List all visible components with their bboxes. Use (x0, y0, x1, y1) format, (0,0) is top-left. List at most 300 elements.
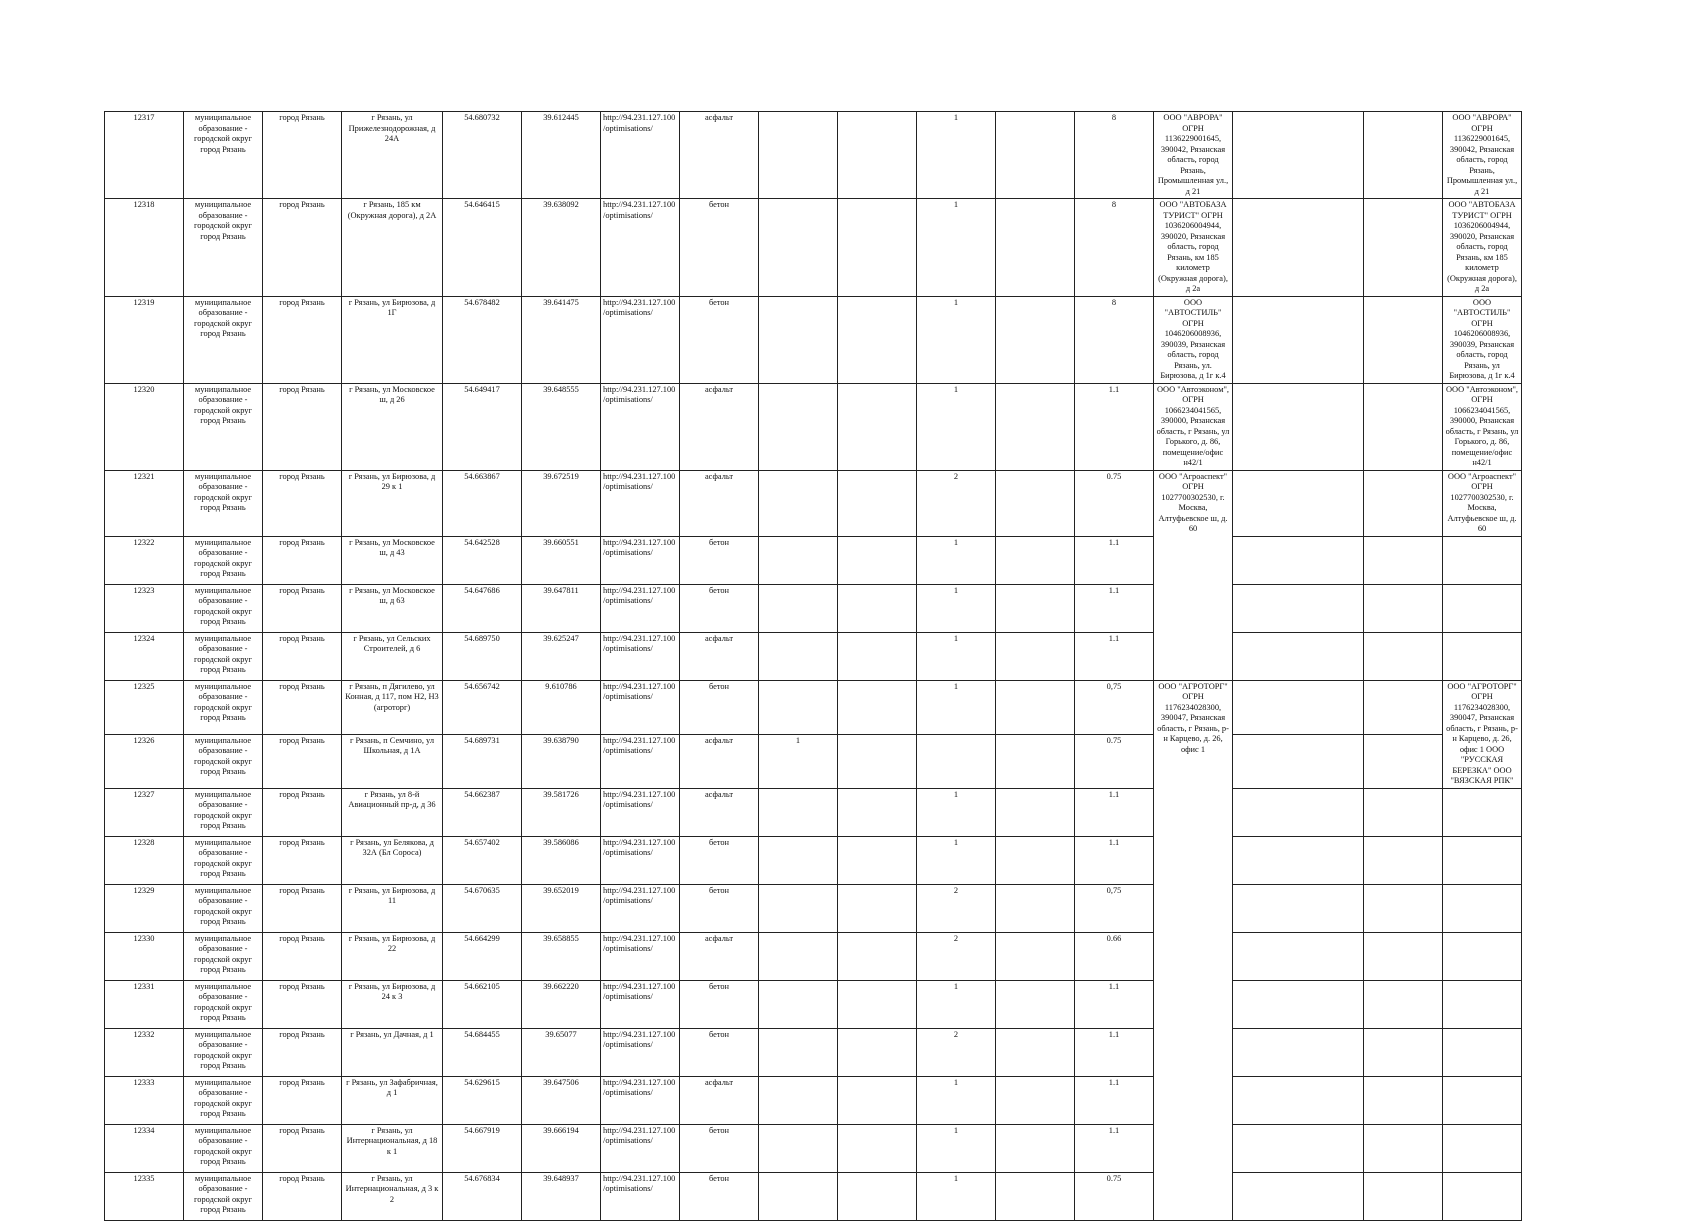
cell-latitude: 54.670635 (443, 884, 522, 932)
cell-id: 12324 (105, 632, 184, 680)
cell-municipality: муниципальное образование - городской округ город Рязань (184, 632, 263, 680)
table-row (105, 296, 1630, 383)
cell-url[interactable]: http://94.231.127.100/optimisations/ (601, 734, 680, 788)
cell-volume: 0.66 (1075, 932, 1154, 980)
cell-longitude: 39.666194 (522, 1124, 601, 1172)
cell-empty (759, 383, 838, 470)
cell-longitude: 39.586086 (522, 836, 601, 884)
cell-empty (996, 632, 1075, 680)
cell-municipality: муниципальное образование - городской округ город Рязань (184, 680, 263, 734)
cell-empty (1364, 980, 1443, 1028)
cell-address: г Рязань, ул Бирюзова, д 24 к 3 (342, 980, 443, 1028)
cell-empty (759, 932, 838, 980)
cell-latitude: 54.689750 (443, 632, 522, 680)
cell-empty (1233, 932, 1364, 980)
cell-latitude: 54.663867 (443, 470, 522, 536)
cell-count: 1 (917, 383, 996, 470)
cell-volume: 1.1 (1075, 584, 1154, 632)
cell-count: 1 (917, 536, 996, 584)
cell-url[interactable]: http://94.231.127.100/optimisations/ (601, 1028, 680, 1076)
cell-owner: ООО "АВРОРА" ОГРН 1136229001645, 390042, Рязанская область, город Рязань, Промышленная ул., д 21 (1154, 112, 1233, 199)
cell-empty (838, 1124, 917, 1172)
cell-empty (1233, 836, 1364, 884)
cell-address: г Рязань, ул Московское ш, д 63 (342, 584, 443, 632)
cell-id: 12334 (105, 1124, 184, 1172)
table-row (105, 1124, 1630, 1172)
cell-empty (996, 470, 1075, 536)
cell-surface: асфальт (680, 112, 759, 199)
cell-volume: 1.1 (1075, 536, 1154, 584)
cell-empty (996, 932, 1075, 980)
cell-count: 1 (917, 788, 996, 836)
cell-surface: бетон (680, 584, 759, 632)
cell-url[interactable]: http://94.231.127.100/optimisations/ (601, 1124, 680, 1172)
cell-longitude: 39.647506 (522, 1076, 601, 1124)
cell-empty (1443, 536, 1522, 584)
cell-surface: бетон (680, 536, 759, 584)
cell-empty (996, 1124, 1075, 1172)
cell-empty (1233, 788, 1364, 836)
cell-longitude: 39.647811 (522, 584, 601, 632)
cell-municipality: муниципальное образование - городской округ город Рязань (184, 199, 263, 297)
cell-id: 12329 (105, 884, 184, 932)
cell-source: ООО "АВТОБАЗА ТУРИСТ" ОГРН 1036206004944, 390020, Рязанская область, город Рязань, км 185 километр (Окружная дорога), д 2а (1443, 199, 1522, 297)
table-row (105, 632, 1630, 680)
cell-id: 12328 (105, 836, 184, 884)
cell-empty (838, 932, 917, 980)
cell-city: город Рязань (263, 1172, 342, 1220)
cell-volume: 1.1 (1075, 1124, 1154, 1172)
cell-address: г Рязань, ул Бирюзова, д 22 (342, 932, 443, 980)
cell-empty (996, 296, 1075, 383)
cell-empty (1443, 788, 1522, 836)
cell-empty (1233, 680, 1364, 734)
cell-city: город Рязань (263, 536, 342, 584)
cell-address: г Рязань, п Семчино, ул Школьная, д 1А (342, 734, 443, 788)
cell-volume: 1.1 (1075, 383, 1154, 470)
cell-owner: ООО "АВТОБАЗА ТУРИСТ" ОГРН 1036206004944, 390020, Рязанская область, город Рязань, км 185 километр (Окружная дорога), д 2а (1154, 199, 1233, 297)
cell-id: 12322 (105, 536, 184, 584)
cell-empty (1233, 1076, 1364, 1124)
cell-address: г Рязань, ул Интернациональная, д 3 к 2 (342, 1172, 443, 1220)
cell-count: 2 (917, 1028, 996, 1076)
cell-url[interactable]: http://94.231.127.100/optimisations/ (601, 470, 680, 536)
cell-empty (1364, 1028, 1443, 1076)
cell-id: 12332 (105, 1028, 184, 1076)
cell-empty (1364, 788, 1443, 836)
table-row (105, 788, 1630, 836)
cell-url[interactable]: http://94.231.127.100/optimisations/ (601, 680, 680, 734)
cell-empty (1443, 1124, 1522, 1172)
cell-empty (1364, 1172, 1443, 1220)
cell-empty (759, 470, 838, 536)
cell-url[interactable]: http://94.231.127.100/optimisations/ (601, 536, 680, 584)
cell-city: город Рязань (263, 734, 342, 788)
cell-latitude: 54.647686 (443, 584, 522, 632)
cell-city: город Рязань (263, 1076, 342, 1124)
cell-longitude: 39.625247 (522, 632, 601, 680)
cell-empty (996, 383, 1075, 470)
cell-id: 12317 (105, 112, 184, 199)
cell-empty (838, 470, 917, 536)
cell-address: г Рязань, ул Сельских Строителей, д 6 (342, 632, 443, 680)
cell-empty (996, 836, 1075, 884)
cell-empty (1364, 536, 1443, 584)
cell-empty (838, 1028, 917, 1076)
cell-surface: бетон (680, 1124, 759, 1172)
cell-latitude: 54.646415 (443, 199, 522, 297)
table-row (105, 383, 1630, 470)
cell-latitude: 54.667919 (443, 1124, 522, 1172)
cell-volume: 1.1 (1075, 836, 1154, 884)
cell-city: город Рязань (263, 383, 342, 470)
cell-volume: 0,75 (1075, 884, 1154, 932)
cell-volume: 0.75 (1075, 734, 1154, 788)
cell-empty (1233, 383, 1364, 470)
cell-empty (1233, 632, 1364, 680)
cell-city: город Рязань (263, 632, 342, 680)
cell-empty (1364, 1124, 1443, 1172)
cell-volume: 1.1 (1075, 1028, 1154, 1076)
cell-empty (1443, 632, 1522, 680)
cell-volume: 1.1 (1075, 632, 1154, 680)
cell-address: г Рязань, ул Интернациональная, д 18 к 1 (342, 1124, 443, 1172)
cell-empty (1233, 1028, 1364, 1076)
cell-longitude: 39.652019 (522, 884, 601, 932)
cell-url[interactable]: http://94.231.127.100/optimisations/ (601, 584, 680, 632)
cell-address: г Рязань, ул Белякова, д 32А (Бл Сороса) (342, 836, 443, 884)
cell-city: город Рязань (263, 1028, 342, 1076)
cell-count (917, 734, 996, 788)
cell-longitude: 39.612445 (522, 112, 601, 199)
table-row (105, 470, 1630, 536)
cell-source: ООО "АВРОРА" ОГРН 1136229001645, 390042, Рязанская область, город Рязань, Промышленная ул., д 21 (1443, 112, 1522, 199)
cell-surface: асфальт (680, 932, 759, 980)
cell-empty (838, 836, 917, 884)
cell-empty (838, 584, 917, 632)
cell-id: 12326 (105, 734, 184, 788)
cell-empty (1443, 1028, 1522, 1076)
cell-address: г Рязань, ул Московское ш, д 26 (342, 383, 443, 470)
cell-surface: асфальт (680, 632, 759, 680)
cell-count: 1 (917, 632, 996, 680)
cell-id: 12325 (105, 680, 184, 734)
cell-city: город Рязань (263, 584, 342, 632)
cell-empty (1233, 734, 1364, 788)
cell-municipality: муниципальное образование - городской округ город Рязань (184, 470, 263, 536)
cell-municipality: муниципальное образование - городской округ город Рязань (184, 734, 263, 788)
cell-source: ООО "АГРОТОРГ" ОГРН 1176234028300, 390047, Рязанская область, г Рязань, р-н Карцево, д. 26, офис 1 ООО "РУССКАЯ БЕРЕЗКА" ООО "ВЯЗСКАЯ РПК" (1443, 680, 1522, 788)
cell-volume: 1.1 (1075, 980, 1154, 1028)
cell-latitude: 54.676834 (443, 1172, 522, 1220)
cell-address: г Рязань, п Дягилево, ул Конная, д 117, пом Н2, Н3 (агроторг) (342, 680, 443, 734)
cell-url[interactable]: http://94.231.127.100/optimisations/ (601, 296, 680, 383)
cell-count: 2 (917, 470, 996, 536)
cell-municipality: муниципальное образование - городской округ город Рязань (184, 932, 263, 980)
cell-longitude: 39.638790 (522, 734, 601, 788)
cell-count: 2 (917, 932, 996, 980)
cell-surface: асфальт (680, 734, 759, 788)
cell-longitude: 39.660551 (522, 536, 601, 584)
cell-empty (1364, 584, 1443, 632)
cell-surface: бетон (680, 1028, 759, 1076)
cell-url[interactable]: http://94.231.127.100/optimisations/ (601, 788, 680, 836)
cell-longitude: 39.658855 (522, 932, 601, 980)
cell-count: 1 (917, 680, 996, 734)
cell-municipality: муниципальное образование - городской округ город Рязань (184, 1076, 263, 1124)
cell-empty (1364, 836, 1443, 884)
cell-city: город Рязань (263, 788, 342, 836)
cell-longitude: 39.581726 (522, 788, 601, 836)
table-row (105, 932, 1630, 980)
cell-id: 12321 (105, 470, 184, 536)
cell-url[interactable]: http://94.231.127.100/optimisations/ (601, 836, 680, 884)
cell-empty (1443, 884, 1522, 932)
cell-empty (1443, 584, 1522, 632)
cell-surface: бетон (680, 836, 759, 884)
cell-owner: ООО "Агроаспект" ОГРН 1027700302530, г. Москва, Алтуфьевское ш, д. 60 (1154, 470, 1233, 680)
cell-empty (838, 199, 917, 297)
table-row (105, 112, 1630, 199)
cell-url[interactable]: http://94.231.127.100/optimisations/ (601, 980, 680, 1028)
cell-longitude: 39.648555 (522, 383, 601, 470)
table-row (105, 199, 1630, 297)
cell-surface: асфальт (680, 383, 759, 470)
cell-empty (1364, 199, 1443, 297)
cell-municipality: муниципальное образование - городской округ город Рязань (184, 1028, 263, 1076)
cell-longitude: 39.648937 (522, 1172, 601, 1220)
cell-municipality: муниципальное образование - городской округ город Рязань (184, 788, 263, 836)
cell-surface: бетон (680, 1172, 759, 1220)
cell-empty (1233, 199, 1364, 297)
cell-empty (759, 199, 838, 297)
cell-empty (1364, 884, 1443, 932)
cell-empty (759, 296, 838, 383)
cell-address: г Рязань, ул Бирюзова, д 11 (342, 884, 443, 932)
cell-municipality: муниципальное образование - городской округ город Рязань (184, 836, 263, 884)
cell-count: 1 (917, 980, 996, 1028)
cell-municipality: муниципальное образование - городской округ город Рязань (184, 1172, 263, 1220)
cell-longitude: 39.65077 (522, 1028, 601, 1076)
cell-empty (996, 1172, 1075, 1220)
cell-city: город Рязань (263, 980, 342, 1028)
cell-empty (996, 536, 1075, 584)
table-row (105, 584, 1630, 632)
cell-latitude: 54.689731 (443, 734, 522, 788)
cell-address: г Рязань, ул Московское ш, д 43 (342, 536, 443, 584)
cell-empty (759, 1124, 838, 1172)
cell-municipality: муниципальное образование - городской округ город Рязань (184, 884, 263, 932)
cell-count: 1 (917, 584, 996, 632)
cell-empty (759, 584, 838, 632)
cell-longitude: 39.672519 (522, 470, 601, 536)
cell-empty (1443, 836, 1522, 884)
cell-empty (838, 536, 917, 584)
cell-url[interactable]: http://94.231.127.100/optimisations/ (601, 632, 680, 680)
table-row (105, 680, 1630, 734)
cell-empty (838, 1172, 917, 1220)
cell-empty (1364, 296, 1443, 383)
cell-count: 1 (917, 1172, 996, 1220)
cell-empty (1443, 1172, 1522, 1220)
cell-latitude: 54.662105 (443, 980, 522, 1028)
cell-surface: асфальт (680, 470, 759, 536)
cell-owner: ООО "АВТОСТИЛЬ" ОГРН 1046206008936, 390039, Рязанская область, город Рязань, ул. Бирюзова, д 1г к.4 (1154, 296, 1233, 383)
cell-address: г Рязань, ул Бирюзова, д 29 к 1 (342, 470, 443, 536)
cell-address: г Рязань, ул Зафабричная, д 1 (342, 1076, 443, 1124)
cell-volume: 0.75 (1075, 470, 1154, 536)
cell-city: город Рязань (263, 680, 342, 734)
cell-count: 2 (917, 884, 996, 932)
cell-empty (838, 1076, 917, 1124)
cell-id: 12335 (105, 1172, 184, 1220)
cell-address: г Рязань, ул 8-й Авиационный пр-д, д 36 (342, 788, 443, 836)
cell-empty (759, 1028, 838, 1076)
cell-municipality: муниципальное образование - городской округ город Рязань (184, 536, 263, 584)
cell-id: 12330 (105, 932, 184, 980)
cell-source: ООО "АВТОСТИЛЬ" ОГРН 1046206008936, 390039, Рязанская область, город Рязань, ул Бирюзова, д 1г к.4 (1443, 296, 1522, 383)
table-row (105, 1172, 1630, 1220)
cell-empty (838, 112, 917, 199)
cell-empty (1443, 932, 1522, 980)
cell-latitude: 54.657402 (443, 836, 522, 884)
cell-id: 12319 (105, 296, 184, 383)
cell-empty (1364, 680, 1443, 734)
cell-empty (759, 680, 838, 734)
cell-latitude: 54.662387 (443, 788, 522, 836)
cell-empty (1233, 980, 1364, 1028)
cell-empty (1364, 383, 1443, 470)
cell-empty (759, 112, 838, 199)
table-row (105, 1028, 1630, 1076)
cell-id: 12331 (105, 980, 184, 1028)
cell-empty (1233, 470, 1364, 536)
cell-empty (1364, 112, 1443, 199)
cell-latitude: 54.680732 (443, 112, 522, 199)
cell-municipality: муниципальное образование - городской округ город Рязань (184, 980, 263, 1028)
cell-url[interactable]: http://94.231.127.100/optimisations/ (601, 1172, 680, 1220)
cell-latitude: 54.678482 (443, 296, 522, 383)
cell-volume: 0,75 (1075, 680, 1154, 734)
cell-city: город Рязань (263, 1124, 342, 1172)
cell-source: ООО "Агроаспект" ОГРН 1027700302530, г. Москва, Алтуфьевское ш, д. 60 (1443, 470, 1522, 536)
cell-flag: 1 (759, 734, 838, 788)
cell-id: 12327 (105, 788, 184, 836)
cell-address: г Рязань, 185 км (Окружная дорога), д 2А (342, 199, 443, 297)
cell-empty (996, 680, 1075, 734)
cell-empty (1443, 1076, 1522, 1124)
cell-longitude: 39.662220 (522, 980, 601, 1028)
cell-count: 1 (917, 1076, 996, 1124)
cell-empty (838, 884, 917, 932)
cell-volume: 8 (1075, 112, 1154, 199)
cell-empty (838, 680, 917, 734)
cell-volume: 8 (1075, 296, 1154, 383)
cell-empty (759, 884, 838, 932)
cell-volume: 1.1 (1075, 1076, 1154, 1124)
cell-latitude: 54.684455 (443, 1028, 522, 1076)
cell-municipality: муниципальное образование - городской округ город Рязань (184, 383, 263, 470)
cell-url[interactable]: http://94.231.127.100/optimisations/ (601, 383, 680, 470)
cell-empty (759, 836, 838, 884)
cell-empty (1364, 632, 1443, 680)
cell-empty (1364, 470, 1443, 536)
cell-city: город Рязань (263, 932, 342, 980)
cell-volume: 8 (1075, 199, 1154, 297)
cell-empty (1233, 112, 1364, 199)
cell-empty (1233, 1124, 1364, 1172)
cell-id: 12333 (105, 1076, 184, 1124)
cell-surface: бетон (680, 680, 759, 734)
cell-empty (996, 1028, 1075, 1076)
cell-count: 1 (917, 112, 996, 199)
cell-empty (838, 383, 917, 470)
registry-table (104, 111, 1630, 1221)
cell-url[interactable]: http://94.231.127.100/optimisations/ (601, 199, 680, 297)
cell-empty (759, 1172, 838, 1220)
cell-address: г Рязань, ул Дачная, д 1 (342, 1028, 443, 1076)
cell-empty (996, 980, 1075, 1028)
cell-surface: асфальт (680, 788, 759, 836)
cell-address: г Рязань, ул Бирюзова, д 1Г (342, 296, 443, 383)
cell-municipality: муниципальное образование - городской округ город Рязань (184, 1124, 263, 1172)
cell-latitude: 54.649417 (443, 383, 522, 470)
cell-empty (759, 788, 838, 836)
cell-empty (838, 980, 917, 1028)
cell-city: город Рязань (263, 112, 342, 199)
cell-count: 1 (917, 296, 996, 383)
cell-owner: ООО "Автоэконом", ОГРН 1066234041565, 390000, Рязанская область, г Рязань, ул Горького, д. 86, помещение/офис н42/1 (1154, 383, 1233, 470)
cell-count: 1 (917, 836, 996, 884)
cell-municipality: муниципальное образование - городской округ город Рязань (184, 112, 263, 199)
cell-volume: 0.75 (1075, 1172, 1154, 1220)
cell-address: г Рязань, ул Прижелезнодорожная, д 24А (342, 112, 443, 199)
cell-longitude: 9.610786 (522, 680, 601, 734)
cell-surface: бетон (680, 199, 759, 297)
cell-owner: ООО "АГРОТОРГ" ОГРН 1176234028300, 390047, Рязанская область, г Рязань, р-н Карцево, д. 26, офис 1 (1154, 680, 1233, 1220)
cell-empty (838, 788, 917, 836)
cell-url[interactable]: http://94.231.127.100/optimisations/ (601, 884, 680, 932)
cell-latitude: 54.656742 (443, 680, 522, 734)
cell-longitude: 39.638092 (522, 199, 601, 297)
cell-url[interactable]: http://94.231.127.100/optimisations/ (601, 112, 680, 199)
cell-empty (1233, 1172, 1364, 1220)
cell-volume: 1.1 (1075, 788, 1154, 836)
cell-surface: бетон (680, 296, 759, 383)
table-row (105, 884, 1630, 932)
cell-id: 12318 (105, 199, 184, 297)
cell-latitude: 54.629615 (443, 1076, 522, 1124)
cell-city: город Рязань (263, 470, 342, 536)
cell-empty (996, 1076, 1075, 1124)
cell-url[interactable]: http://94.231.127.100/optimisations/ (601, 932, 680, 980)
cell-city: город Рязань (263, 836, 342, 884)
cell-empty (996, 112, 1075, 199)
cell-empty (996, 199, 1075, 297)
table-row (105, 734, 1630, 788)
cell-empty (759, 980, 838, 1028)
cell-count: 1 (917, 1124, 996, 1172)
cell-id: 12320 (105, 383, 184, 470)
cell-city: город Рязань (263, 199, 342, 297)
cell-empty (838, 632, 917, 680)
cell-empty (1233, 584, 1364, 632)
cell-empty (996, 788, 1075, 836)
cell-empty (996, 884, 1075, 932)
cell-empty (759, 1076, 838, 1124)
cell-url[interactable]: http://94.231.127.100/optimisations/ (601, 1076, 680, 1124)
cell-empty (759, 536, 838, 584)
